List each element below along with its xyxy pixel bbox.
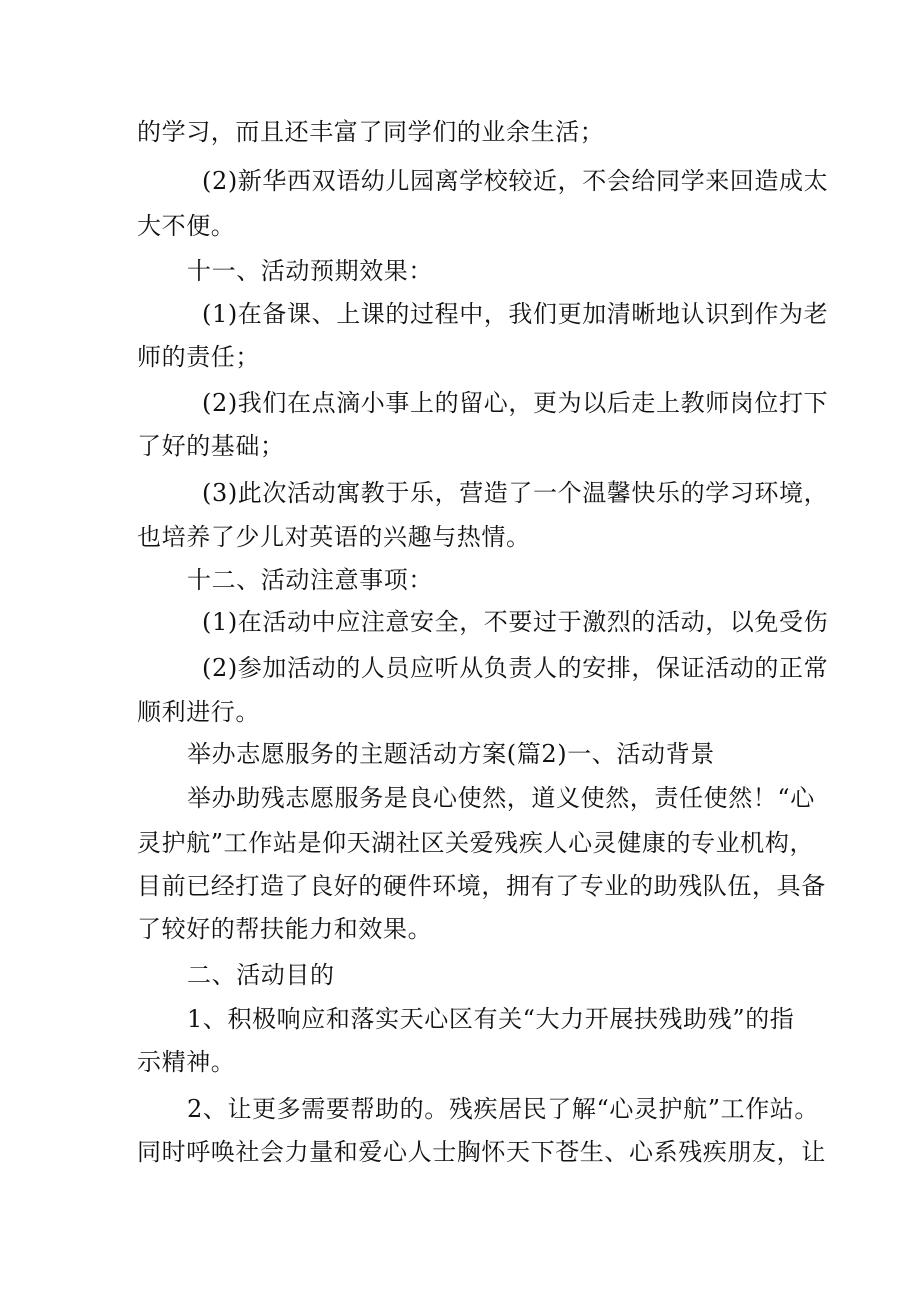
section-heading: 二、活动目的: [187, 961, 335, 989]
text-line: 2、让更多需要帮助的。残疾居民了解“心灵护航”工作站。: [187, 1095, 820, 1123]
text-line: 灵护航”工作站是仰天湖社区关爱残疾人心灵健康的专业机构，: [137, 829, 815, 857]
text-line: (3)此次活动寓教于乐，营造了一个温馨快乐的学习环境，: [202, 479, 829, 507]
text-line: (2)参加活动的人员应听从负责人的安排，保证活动的正常: [202, 654, 829, 682]
text-line: 目前已经打造了良好的硬件环境，拥有了专业的助残队伍，具备: [137, 872, 826, 900]
text-line: 顺利进行。: [137, 698, 260, 726]
text-line: 了较好的帮扶能力和效果。: [137, 915, 433, 943]
text-line: 示精神。: [137, 1048, 236, 1076]
text-line: 大不便。: [137, 212, 236, 240]
text-line: (2)新华西双语幼儿园离学校较近，不会给同学来回造成太: [202, 167, 829, 195]
text-line: (1)在备课、上课的过程中，我们更加清晰地认识到作为老: [202, 300, 829, 328]
text-line: (1)在活动中应注意安全，不要过于激烈的活动，以免受伤: [202, 608, 829, 636]
text-line: 也培养了少儿对英语的兴趣与热情。: [137, 523, 531, 551]
text-line: 举办助残志愿服务是良心使然，道义使然，责任使然！“心: [187, 784, 815, 812]
text-line: (2)我们在点滴小事上的留心，更为以后走上教师岗位打下: [202, 389, 829, 417]
text-line: 1、积极响应和落实天心区有关“大力开展扶残助残”的指: [187, 1005, 795, 1033]
text-line: 的学习，而且还丰富了同学们的业余生活；: [137, 118, 605, 146]
section-heading: 十一、活动预期效果：: [187, 257, 433, 285]
text-line: 师的责任；: [137, 343, 260, 371]
text-line: 了好的基础；: [137, 432, 285, 460]
text-line: 同时呼唤社会力量和爱心人士胸怀天下苍生、心系残疾朋友，让: [137, 1138, 826, 1166]
section-heading: 十二、活动注意事项：: [187, 566, 433, 594]
section-heading: 举办志愿服务的主题活动方案(篇2)一、活动背景: [187, 740, 715, 768]
